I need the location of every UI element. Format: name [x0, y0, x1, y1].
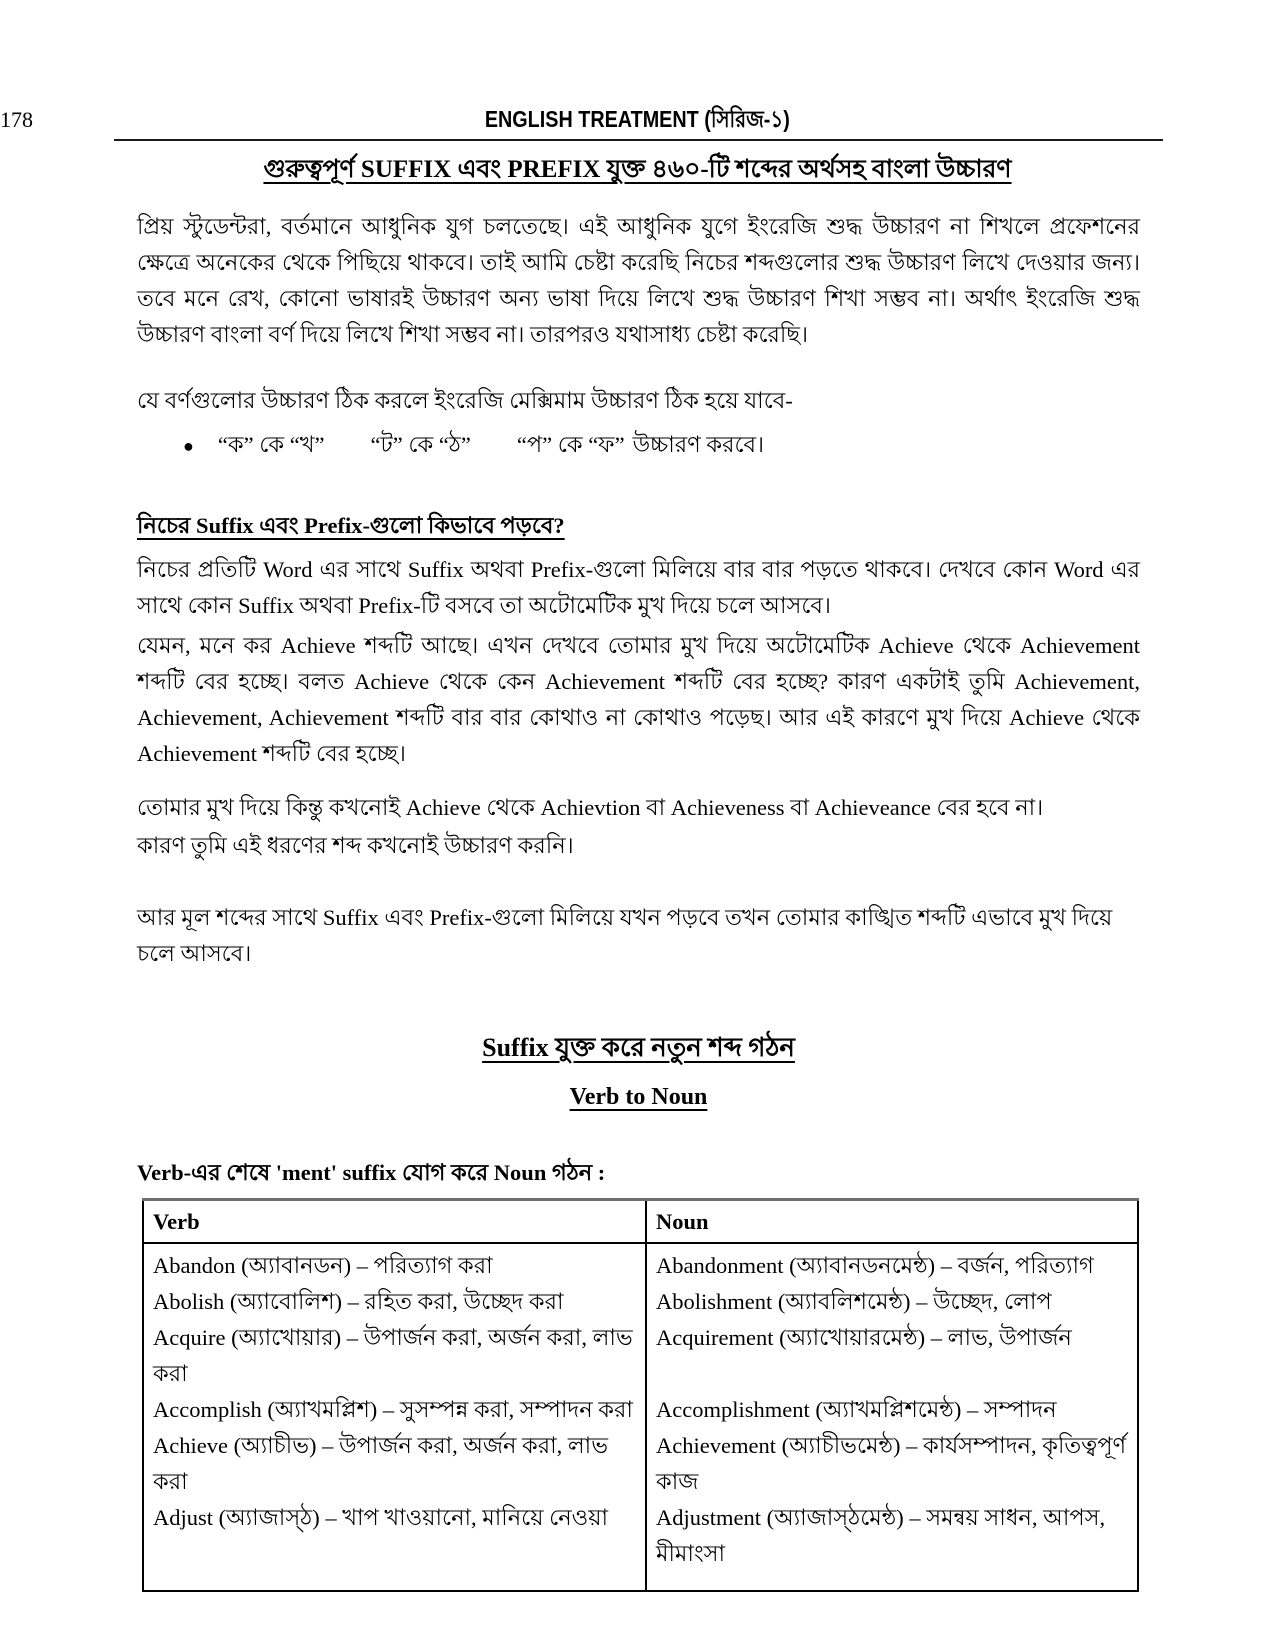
table-header-row	[143, 1200, 1138, 1244]
bullet-icon: ●	[183, 436, 194, 456]
verb-cell: Abandon (অ্যাবানডন) – পরিত্যাগ করা	[153, 1253, 493, 1278]
bullet-group-3: “প” কে “ফ”	[516, 432, 625, 457]
verb-cell: Acquire (অ্যাখোয়ার) – উপার্জন করা, অর্জন করা, লাভ করা	[153, 1325, 633, 1386]
verb-cell: Adjust (অ্যাজাস্ঠ) – খাপ খাওয়ানো, মানিয়ে নেওয়া	[153, 1505, 608, 1530]
howto-paragraph-4: আর মূল শব্দের সাথে Suffix এবং Prefix-গুলো মিলিয়ে যখন পড়বে তখন তোমার কাঙ্খিত শব্দটি এভাবে মুখ দিয়ে চলে আসবে।	[137, 905, 1113, 966]
noun-cell: Adjustment (অ্যাজাস্ঠমেন্ঠ) – সমন্বয় সাধন, আপস, মীমাংসা	[646, 1500, 1138, 1591]
pronunciation-bullet	[137, 427, 1140, 464]
howto-paragraph-3-line2: কারণ তুমি এই ধরণের শব্দ কখনোই উচ্চারণ করনি।	[137, 833, 574, 858]
howto-paragraph-1: নিচের প্রতিটি Word এর সাথে Suffix অথবা Prefix-গুলো মিলিয়ে বার বার পড়তে থাকবে। দেখবে কোন Word এর সাথে কোন Suffix অথবা Prefix-টি বসবে তা অটোমেটিক মুখ দিয়ে চলে আসবে।	[137, 557, 1140, 618]
bullet-group-2: “ট” কে “ঠ”	[370, 432, 471, 457]
noun-cell: Accomplishment (অ্যাখমপ্লিশমেন্ঠ) – সম্পাদন	[646, 1392, 1138, 1428]
table-row	[143, 1284, 1138, 1320]
pronunciation-rule-line: যে বর্ণগুলোর উচ্চারণ ঠিক করলে ইংরেজি মেক্সিমাম উচ্চারণ ঠিক হয়ে যাবে-	[137, 388, 793, 413]
main-title-text: গুরুত্বপূর্ণ SUFFIX এবং PREFIX যুক্ত ৪৬০-টি শব্দের অর্থসহ বাংলা উচ্চারণ	[263, 156, 1012, 183]
column-header-verb: Verb	[153, 1209, 200, 1234]
verb-cell: Accomplish (অ্যাখমপ্লিশ) – সুসম্পন্ন করা, সম্পাদন করা	[153, 1397, 633, 1422]
table-row	[143, 1392, 1138, 1428]
section-title	[137, 1030, 1140, 1066]
noun-cell: Abolishment (অ্যাবলিশমেন্ঠ) – উচ্ছেদ, লোপ	[646, 1284, 1138, 1320]
howto-paragraph-2: যেমন, মনে কর Achieve শব্দটি আছে। এখন দেখবে তোমার মুখ দিয়ে অটোমেটিক Achieve থেকে Achievement শব্দটি বের হচ্ছে। বলত Achieve থেকে কেন Achievement শব্দটি বের হচ্ছে? কারণ একটাই তুমি Achievement, Achievement, Achievement শব্দটি বার বার কোথাও না কোথাও পড়েছ। আর এই কারণে মুখ দিয়ে Achieve থেকে Achievement শব্দটি বের হচ্ছে।	[137, 633, 1140, 766]
main-title	[0, 153, 1275, 187]
intro-paragraph: প্রিয় স্টুডেন্টরা, বর্তমানে আধুনিক যুগ চলতেছে। এই আধুনিক যুগে ইংরেজি শুদ্ধ উচ্চারণ না শিখলে প্রফেশনের ক্ষেত্রে অনেকের থেকে পিছিয়ে থাকবে। তাই আমি চেষ্টা করেছি নিচের শব্দগুলোর শুদ্ধ উচ্চারণ লিখে দেওয়ার জন্য। তবে মনে রেখ, কোনো ভাষারই উচ্চারণ অন্য ভাষা দিয়ে লিখে শুদ্ধ উচ্চারণ শিখা সম্ভব না। অর্থাৎ ইংরেজি শুদ্ধ উচ্চারণ বাংলা বর্ণ দিয়ে লিখে শিখা সম্ভব না। তারপরও যথাসাধ্য চেষ্টা করেছি।	[137, 214, 1140, 347]
table-row	[143, 1243, 1138, 1284]
verb-cell: Abolish (অ্যাবোলিশ) – রহিত করা, উচ্ছেদ করা	[153, 1289, 564, 1314]
bullet-tail: উচ্চারণ করবে।	[632, 432, 765, 457]
howto-heading-text: নিচের Suffix এবং Prefix-গুলো কিভাবে পড়বে?	[137, 513, 565, 538]
header-rule	[114, 139, 1163, 141]
column-header-noun: Noun	[646, 1200, 1138, 1244]
verb-cell: Achieve (অ্যাচীভ) – উপার্জন করা, অর্জন করা, লাভ করা	[153, 1433, 608, 1494]
book-title-text: ENGLISH TREATMENT (সিরিজ-১)	[485, 106, 790, 132]
page-number: 178	[0, 107, 33, 132]
section-title-text: Suffix যুক্ত করে নতুন শব্দ গঠন	[482, 1033, 795, 1062]
book-title	[160, 106, 1115, 132]
section-subtitle	[137, 1080, 1140, 1114]
howto-paragraph-3-line1: তোমার মুখ দিয়ে কিন্তু কখনোই Achieve থেকে Achievtion বা Achieveness বা Achieveance বের হবে না।	[137, 795, 1044, 820]
verb-noun-table	[142, 1198, 1139, 1592]
page-content	[0, 209, 1275, 1592]
howto-heading	[137, 508, 1140, 544]
page-header	[0, 0, 1275, 133]
noun-cell: Acquirement (অ্যাখোয়ারমেন্ঠ) – লাভ, উপার্জন	[646, 1320, 1138, 1392]
table-caption: Verb-এর শেষে 'ment' suffix যোগ করে Noun গঠন :	[137, 1160, 606, 1185]
table-row	[143, 1500, 1138, 1591]
noun-cell: Abandonment (অ্যাবানডনমেন্ঠ) – বর্জন, পরিত্যাগ	[646, 1243, 1138, 1284]
table-row	[143, 1320, 1138, 1392]
table-row	[143, 1428, 1138, 1500]
bullet-group-1: “ক” কে “খ”	[217, 432, 325, 457]
noun-cell: Achievement (অ্যাচীভমেন্ঠ) – কার্যসম্পাদন, কৃতিত্বপূর্ণ কাজ	[646, 1428, 1138, 1500]
section-subtitle-text: Verb to Noun	[569, 1084, 708, 1110]
